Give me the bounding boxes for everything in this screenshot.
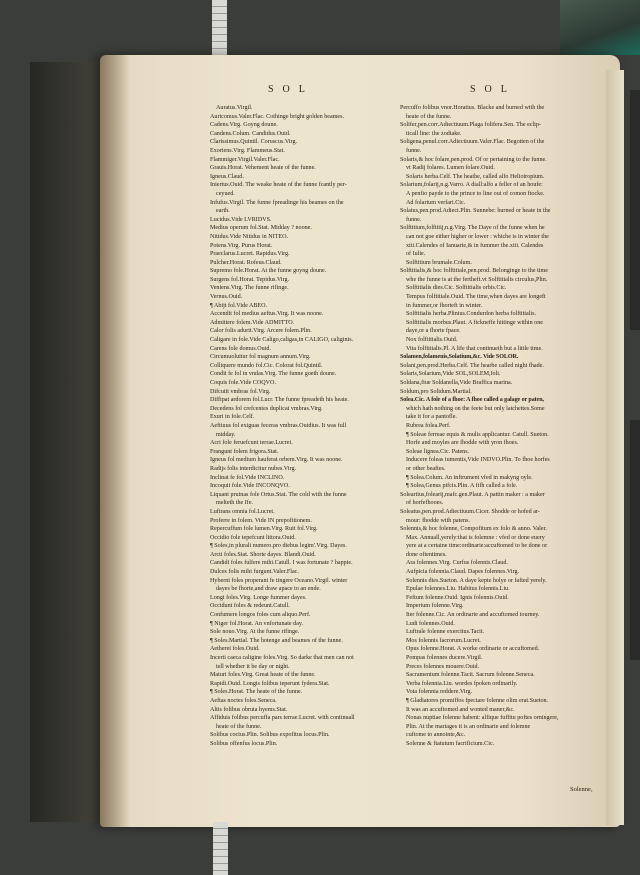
clip-upper bbox=[630, 90, 640, 330]
text-line: Luftrale folenne exercitus.Tacit. bbox=[406, 629, 485, 636]
text-line: Solenne & ftatutum facrificium.Cic. bbox=[406, 740, 495, 747]
text-line: Percuffo folibus vnor.Horatius. Blacke and burned with the bbox=[400, 105, 545, 111]
text-line: Sacramentum folenne.Tacit. Sacrum folenne.Seneca. bbox=[406, 672, 535, 679]
text-line: cuftome to annointe,&c. bbox=[406, 732, 466, 739]
text-line: Ad folarium verfari.Cic. bbox=[406, 199, 466, 206]
text-line: heate of the funne. bbox=[216, 723, 262, 730]
text-line: Solftitium brumale.Colum. bbox=[406, 259, 472, 266]
running-header-left: SOL bbox=[268, 84, 314, 95]
text-line: daye,or a fhorte fpace. bbox=[406, 328, 461, 335]
text-line: Solftitialis herba.Plinius.Condurdon herba folftitialis. bbox=[406, 311, 536, 318]
text-line: Altis folibus obruta hyems.Stat. bbox=[210, 706, 288, 713]
text-line: Solibus offenfus locus.Plin. bbox=[210, 740, 278, 747]
text-line: Occidunt foles & redeunt.Catull. bbox=[210, 603, 290, 610]
text-line: Coquis fole.Vide COQVO. bbox=[210, 380, 276, 386]
text-line: Sole nouo.Virg. At the funne rifinge. bbox=[210, 629, 300, 636]
clip-lower bbox=[630, 420, 640, 660]
text-line: Inducere foleas iumentis,Vide INDVO.Plin. To fhoe horfes bbox=[406, 457, 550, 464]
text-line: Radijs folis interdicitur nubes.Virg. bbox=[210, 465, 297, 472]
text-line: Candidi foles fulfere mihi.Catull. I was fortunate ? happie. bbox=[210, 560, 353, 567]
text-line: Solftitialis morbus.Plaut. A fickneffe hittinge within one bbox=[406, 319, 543, 326]
text-line: Circumuoluitur fol magnum annum.Virg. bbox=[210, 354, 311, 361]
text-line: Solea.Cic. A fole of a fhoe: A fhoe called a galage or paten, bbox=[400, 397, 544, 404]
text-line: Soleae lignea.Cic. Patens. bbox=[406, 448, 470, 455]
text-line: of Iulie. bbox=[406, 251, 426, 258]
text-line: or other beaftes. bbox=[406, 465, 446, 472]
text-line: Calor folis adurit.Virg. Arcere folem.Plin. bbox=[210, 328, 312, 335]
text-line: ¶ Abijt fol.Vide ABEO. bbox=[210, 302, 268, 309]
text-line: funne. bbox=[406, 147, 422, 154]
text-line: whe the funne is at the fertheft.vt Solftitialis circulus,Plin. bbox=[406, 276, 548, 283]
text-line: Potens.Virg. Purus Horat. bbox=[210, 242, 273, 249]
text-line: Iniertus.Ouid. The weake heate of the funne fcantly per- bbox=[210, 182, 347, 189]
text-line: A penfio payde to the prince to line out of comon ftocke. bbox=[406, 190, 545, 197]
text-line: Proferre in folem. Vide IN prepofitionem. bbox=[210, 517, 312, 524]
text-line: Solaris herba.Celf. The heathe, called alfo Heliotropium. bbox=[406, 173, 545, 180]
text-line: Exuri in fole.Celf. bbox=[210, 414, 255, 421]
text-line: Vota folennia reddere.Virg. bbox=[406, 689, 473, 696]
text-line: Igneus fol medium hauferat orbem.Virg. It was noone. bbox=[210, 457, 343, 464]
text-line: Solaris,Solarium,Vide SOL,SOLEM,foli. bbox=[400, 371, 501, 378]
text-line: of horfefhooes. bbox=[406, 500, 444, 507]
text-line: Vita folftitialis.Pl. A life that continueth but a little time. bbox=[406, 345, 543, 352]
text-line: in fummer,or fhorteft in winter. bbox=[406, 302, 483, 309]
text-line: Auratus.Virgil. bbox=[216, 105, 253, 111]
text-line: Dulces folis mihi furgunt.Valer.Flac. bbox=[210, 569, 299, 576]
text-line: Exoriens.Virg. Flammeus.Stat. bbox=[210, 147, 285, 154]
text-line: Solani,pen.prod.Herba.Celf. The hearbe called night fhade. bbox=[400, 362, 544, 369]
text-line: Ara folennes.Virg. Curfus folennis.Claud. bbox=[406, 560, 508, 567]
text-line: Auricomus.Valer.Flac. Cothinge bright golden beames. bbox=[210, 113, 345, 120]
text-line: Plin. At the mariages it is an ordinarie and folemne bbox=[406, 723, 531, 730]
text-line: Repercuffum fole lumen.Virg. Ruit fol.Virg. bbox=[210, 526, 318, 533]
text-line: Solennis,& hoc folenne, Compofitum ex folo & anno. Valer. bbox=[400, 526, 547, 533]
text-line: Grauis.Horat. Vehement heate of the funne. bbox=[210, 165, 316, 172]
text-line: Difcutit vmbras fol.Virg. bbox=[210, 388, 271, 395]
catchword: Solenne, bbox=[570, 786, 593, 793]
text-line: Soldana,fiue Soldanella,Vide Braffica marina. bbox=[400, 380, 513, 386]
text-line: Solaris,& hoc folare,pen.prod. Of or pertaining to the funne. bbox=[400, 156, 547, 163]
text-line: Iter folenne.Cic. An ordinarie and accuftomed iourney. bbox=[406, 612, 540, 619]
text-line: Solftitialis dies.Cic. Solftitialis orbis.Cic. bbox=[406, 285, 507, 292]
text-line: Nox folftitialis.Ouid. bbox=[406, 337, 458, 344]
text-line: Soldum,pro Solidum.Martial. bbox=[400, 388, 472, 395]
text-line: Rubrea folea.Perf. bbox=[406, 422, 451, 429]
text-line: Verba folennia.Liu. wordes fpoken ordinarily. bbox=[406, 680, 518, 687]
text-line: Supremo fole.Horat. At the funne goyng doune. bbox=[210, 268, 327, 275]
text-line: mour: fhodde with patens. bbox=[406, 517, 470, 524]
text-line: Longi foles.Virg. Longe fummer dayes. bbox=[210, 594, 307, 601]
text-line: Preces folennes mouere.Ouid. bbox=[406, 663, 480, 670]
text-line: ¶ Gladiatores promiffos fpectare folenne olim erat.Sueton. bbox=[406, 697, 549, 704]
text-line: Opus folenne.Horat. A worke ordinarie or accuftomed. bbox=[406, 646, 540, 653]
text-line: Hyberni foles properant fe tingere Oceano.Virgil. winter bbox=[210, 577, 348, 584]
text-line: Medius operum fol.Stat. Midday ? noone. bbox=[210, 225, 312, 232]
text-line: Colliquere mundo fol.Cic. Colorat fol.Quintil. bbox=[210, 362, 323, 369]
text-line: Acri fole feruefcunt terrae.Lucret. bbox=[210, 440, 293, 447]
text-line: Infufus.Virgil. The funne fpreadinge his beames on the bbox=[210, 199, 344, 206]
text-line: xiii.Calendes of Ianuarie,& in fummer the.xiii. Calendes bbox=[406, 242, 544, 249]
text-line: Pompas folennes ducere.Virgil. bbox=[406, 655, 483, 661]
text-line: Mos folennis facrorum.Lucret. bbox=[406, 637, 481, 644]
text-line: Carens fole domus.Ouid. bbox=[210, 345, 271, 352]
text-line: yere at a certaine time:ordinarie:accuftomed to be done or bbox=[406, 543, 548, 550]
text-line: It was an accuftomed and wonted maner,&c. bbox=[406, 706, 515, 713]
text-line: Admittere folem.Vide ADMITTO. bbox=[210, 319, 295, 326]
text-line: Rapidi.Ouid. Longis folibus teperunt fydera.Stat. bbox=[210, 680, 330, 687]
ruler-bottom bbox=[213, 822, 228, 875]
text-line: Aeftiuus fol exiguas feceras vmbras.Ouidius. It was full bbox=[210, 422, 347, 429]
text-line: Soleatus,pen.prod.Adiectiuum.Cicer. Shodde or hofed ar- bbox=[400, 508, 540, 515]
text-line: Flammiger.Virgil.Valer.Flac. bbox=[210, 156, 280, 163]
text-line: Diffipat ardorem fol.Lucr. The funne fpreadeth his heate. bbox=[210, 397, 349, 404]
text-line: Solftitium,folftitij,n.g.Virg. The Daye of the funne when he bbox=[400, 225, 545, 232]
text-line: heate of the funne. bbox=[406, 113, 452, 120]
text-line: Aetherei foles.Ouid. bbox=[210, 646, 260, 653]
text-line: Horfe and moyles are fhodde with yron fhoes. bbox=[406, 440, 519, 447]
text-line: take it for a pantofle. bbox=[406, 414, 457, 421]
text-line: Caligare in fole.Vide Caligo,caligas,in CALIGO, caliginis. bbox=[210, 337, 354, 344]
page-gutter-shadow bbox=[100, 55, 130, 827]
text-line: Clarissimus.Quintil. Coruscus.Virg. bbox=[210, 139, 298, 146]
text-line: ticall line: the zodiake. bbox=[406, 130, 462, 137]
right-column bbox=[400, 104, 596, 749]
text-line: ¶ Solea,Genus pifcis.Plin. A fifh called a fole. bbox=[406, 483, 518, 490]
text-line: Soleariius,folearij,mafc.gen.Plaut. A pattin maker : a maker bbox=[400, 491, 545, 498]
text-line: Imperium folenne.Virg. bbox=[406, 603, 464, 610]
text-line: Vernus.Ouid. bbox=[210, 294, 243, 301]
text-line: can not goe either higher or lower : whiche is in winter the bbox=[406, 233, 549, 240]
left-column bbox=[210, 104, 406, 749]
text-line: which hath nothing on the feete but only latchettes.Some bbox=[406, 405, 545, 412]
text-line: ¶ Soles.Martial. The hotenge and beames of the funne. bbox=[210, 637, 343, 644]
text-line: Solamen,folamenis,Solatium,&c. Vide SOLOR. bbox=[400, 354, 519, 361]
text-line: Accendit fol medius aeftus.Virg. It was noone. bbox=[210, 311, 324, 318]
ruler-top bbox=[212, 0, 227, 60]
text-line: Pulcher.Horat. Rofeus.Claud. bbox=[210, 259, 282, 266]
text-line: Max. Annuall,yerely:that is folemne : vfed or done euery bbox=[406, 534, 545, 541]
cloth-corner bbox=[560, 0, 640, 55]
text-line: dayes be fhorte,and draw apace to an ende. bbox=[216, 586, 321, 593]
text-line: Candens.Colum. Candidus.Ouid. bbox=[210, 130, 291, 137]
text-line: vt Radij folares. Lumen folare.Ouid. bbox=[406, 165, 495, 172]
text-line: Tempus folftitiale.Ouid. The time,when dayes are longeft bbox=[406, 294, 546, 301]
text-line: Confumere longos foles cum aliquo.Perf. bbox=[210, 612, 311, 619]
text-line: Decedens fol crefcentes duplicat vmbras.Virg. bbox=[210, 405, 323, 412]
text-line: Feftum folenne.Ouid. Ignis folennis.Ouid. bbox=[406, 594, 509, 601]
text-line: Luftrans omnia fol.Lucret. bbox=[210, 508, 275, 515]
text-line: melteth the Ife. bbox=[216, 500, 254, 507]
text-line: Ludi folennes.Ouid. bbox=[406, 620, 455, 627]
text-line: Solibus coctus.Plin. Solibus expofitus locus.Plin. bbox=[210, 732, 330, 739]
text-line: midday. bbox=[216, 431, 236, 438]
text-line: done oftentimes. bbox=[406, 551, 447, 558]
text-line: Veniens.Virg. The funne rifinge. bbox=[210, 285, 289, 292]
text-line: Cadens.Virg. Goyng doune. bbox=[210, 122, 278, 129]
text-line: Arcti foles.Stat. Shorte dayes. Blandi.Ouid. bbox=[210, 551, 316, 558]
text-line: tell whether it be day or night. bbox=[216, 663, 290, 670]
text-line: ¶ Soles.Horat. The heate of the funne. bbox=[210, 689, 303, 696]
text-line: Condit fe fol in vndas.Virg. The funne goeth doune. bbox=[210, 371, 337, 378]
text-line: funne. bbox=[406, 216, 422, 223]
text-line: Incerti caeca caligine foles.Virg. So darke that men can not bbox=[210, 655, 354, 661]
page-right-strip bbox=[606, 70, 624, 825]
text-line: Solatus,pen.prod.Adiect.Plin. Sunnebe: burned or heate in the bbox=[400, 208, 551, 215]
text-line: Aufpicia folennia.Claud. Dapes folennes.Virg. bbox=[406, 569, 520, 576]
text-line: ¶ Niger fol.Horat. An vnfortunate day. bbox=[210, 620, 304, 627]
text-line: Inclinat fe fol.Vide INCLINO. bbox=[210, 474, 285, 481]
text-line: Surgens fol.Horat. Tepidus.Virg. bbox=[210, 276, 290, 283]
text-line: Aeftas noctes foles.Seneca. bbox=[210, 697, 277, 704]
text-line: Lucidus.Vide LVRIDVS. bbox=[210, 216, 272, 223]
text-line: Igneus.Claud. bbox=[210, 173, 244, 180]
text-line: Affiduis folibus percuffa pars terrae.Lucret. with continuall bbox=[210, 715, 355, 722]
text-line: Nitidus.Vide Nitidus in NITEO. bbox=[210, 233, 289, 240]
text-line: ¶ Solea.Colum. An inftrument vfed in makyng oyle. bbox=[406, 474, 533, 481]
running-header-right: SOL bbox=[470, 84, 516, 95]
text-line: Frangunt folem frigora.Stat. bbox=[210, 448, 279, 455]
text-line: Epulae folennes.Liu. Habitus folennis.Liu. bbox=[406, 586, 510, 593]
text-line: Praeclarus.Lucret. Rapidus.Virg. bbox=[210, 251, 290, 258]
text-line: Solifer,pen.corr.Adiectiuum.Plaga folifera.Sen. The eclip- bbox=[400, 122, 541, 129]
text-line: Liquant pruinas fole Ortus.Stat. The cold with the funne bbox=[210, 491, 347, 498]
text-line: Soligena,penul.corr.Adiectiuum.Valer.Flac. Begotten of the bbox=[400, 139, 545, 146]
text-line: ¶ Soleae ferreae equis & mulis applicantur. Catull. Sueton. bbox=[406, 431, 549, 438]
text-line: ceyued. bbox=[216, 190, 235, 197]
text-line: ¶ Soles,in plurali numero.pro diebus legim'.Virg. Dayes. bbox=[210, 543, 347, 550]
text-line: Maturi foles.Virg. Great heate of the funne. bbox=[210, 672, 316, 679]
text-line: Occidio fole tepefcunt littora.Ouid. bbox=[210, 534, 296, 541]
text-line: Solftitialis,& hoc folftitiale,pen.prod. Belonginge to the time bbox=[400, 268, 548, 275]
text-line: Incoquit fole.Vide INCONQVO. bbox=[210, 483, 290, 490]
text-line: Solarium,folarij,n.g.Varro. A diall:alfo a feller of an houfe: bbox=[400, 182, 543, 189]
text-line: Nonas nuptiae folenne habent: alfique fuffitu poftes orningere, bbox=[406, 715, 559, 722]
text-line: earth. bbox=[216, 208, 230, 215]
text-line: Solennis dies.Sueton. A daye kepte holye or fafted yerely. bbox=[406, 577, 547, 584]
